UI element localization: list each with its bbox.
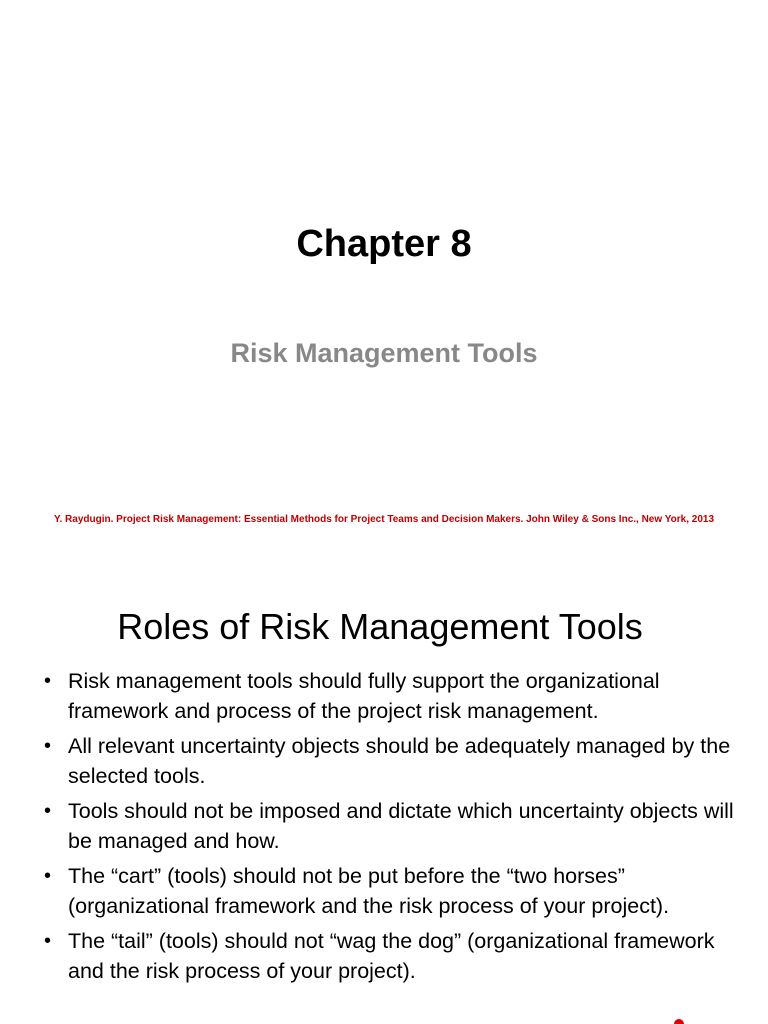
content-slide (0, 576, 768, 1024)
content-title: Roles of Risk Management Tools (117, 606, 643, 647)
bullet-text: All relevant uncertainty objects should be adequately managed by the selected tools. (68, 734, 731, 788)
bullet-symbol: • (44, 930, 52, 952)
bullet-item (44, 666, 744, 726)
bullet-text: Tools should not be imposed and dictate which uncertainty objects will be managed and how. (68, 799, 734, 853)
bullet-item (44, 731, 744, 791)
chapter-subtitle: Risk Management Tools (230, 338, 538, 368)
bullet-item (44, 926, 744, 986)
bullet-symbol: • (44, 865, 52, 887)
bullet-text: The “cart” (tools) should not be put before the “two horses” (organizational framework and the risk process of your project). (68, 864, 670, 918)
bullet-symbol: • (44, 735, 52, 757)
bullet-item (44, 796, 744, 856)
chapter-title: Chapter 8 (296, 223, 472, 265)
bullet-list (44, 666, 744, 991)
decorative-corner-mark (674, 1019, 684, 1024)
bullet-symbol: • (44, 800, 52, 822)
bullet-item (44, 861, 744, 921)
bullet-symbol: • (44, 670, 52, 692)
bullet-text: Risk management tools should fully support the organizational framework and process of the project risk management. (68, 669, 660, 723)
bullet-text: The “tail” (tools) should not “wag the dog” (organizational framework and the risk process of your project). (68, 929, 715, 983)
book-reference: Y. Raydugin. Project Risk Management: Essential Methods for Project Teams and Decision Makers. John Wiley & Sons Inc., New York, 2013 (53, 514, 715, 525)
